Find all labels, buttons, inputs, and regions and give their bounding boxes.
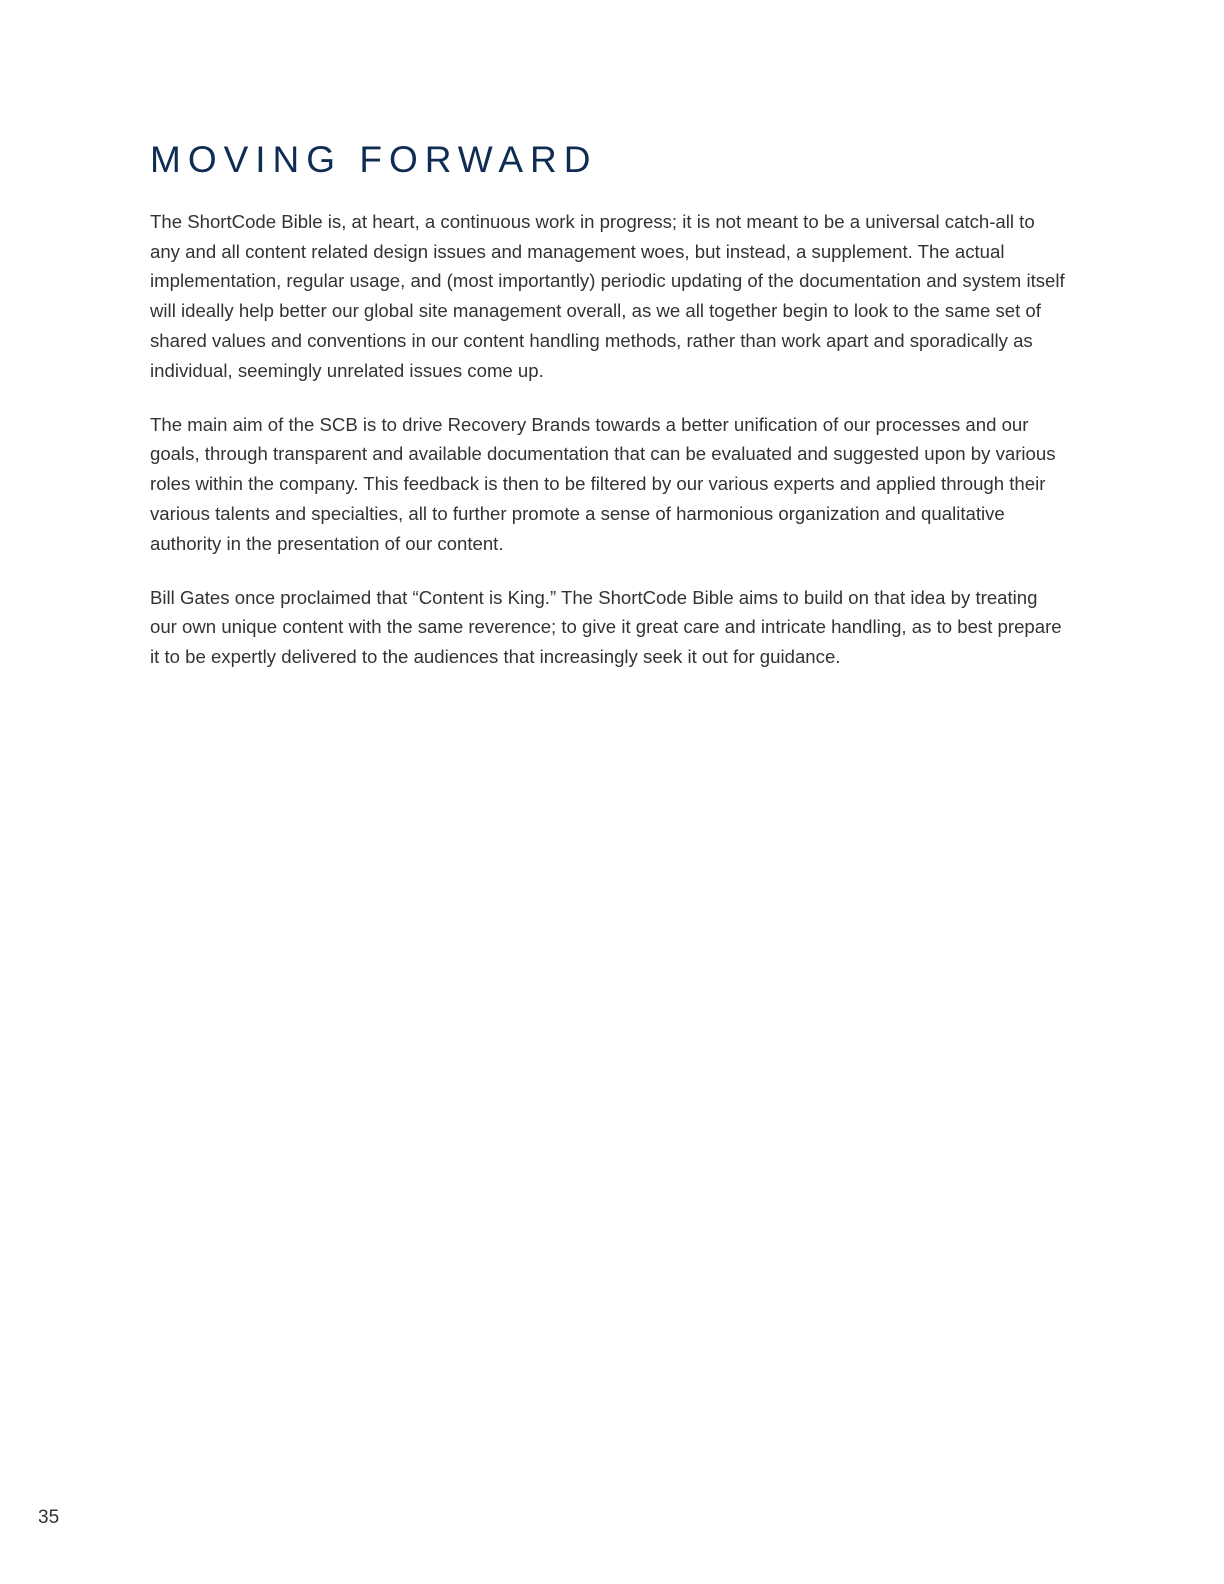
body-text bbox=[150, 207, 1065, 696]
paragraph-3: Bill Gates once proclaimed that “Content is King.” The ShortCode Bible aims to build on that idea by treating our own unique content with the same reverence; to give it great care and intricate handling, as to best prepare it to be expertly delivered to the audiences that increasingly seek it out for guidance. bbox=[150, 586, 1062, 668]
paragraph-1: The ShortCode Bible is, at heart, a continuous work in progress; it is not meant to be a universal catch-all to any and all content related design issues and management woes, but instead, a supplement. The actual implementation, regular usage, and (most importantly) periodic updating of the documentation and system itself will ideally help better our global site management overall, as we all together begin to look to the same set of shared values and conventions in our content handling methods, rather than work apart and sporadically as individual, seemingly unrelated issues come up. bbox=[150, 211, 1065, 381]
page-number: 35 bbox=[38, 1507, 60, 1528]
page-title: MOVING FORWARD bbox=[150, 139, 598, 180]
paragraph-2: The main aim of the SCB is to drive Recovery Brands towards a better unification of our processes and our goals, through transparent and available documentation that can be evaluated and suggested upon by various roles within the company. This feedback is then to be filtered by our various experts and applied through their various talents and specialties, all to further promote a sense of harmonious organization and qualitative authority in the presentation of our content. bbox=[150, 413, 1056, 554]
